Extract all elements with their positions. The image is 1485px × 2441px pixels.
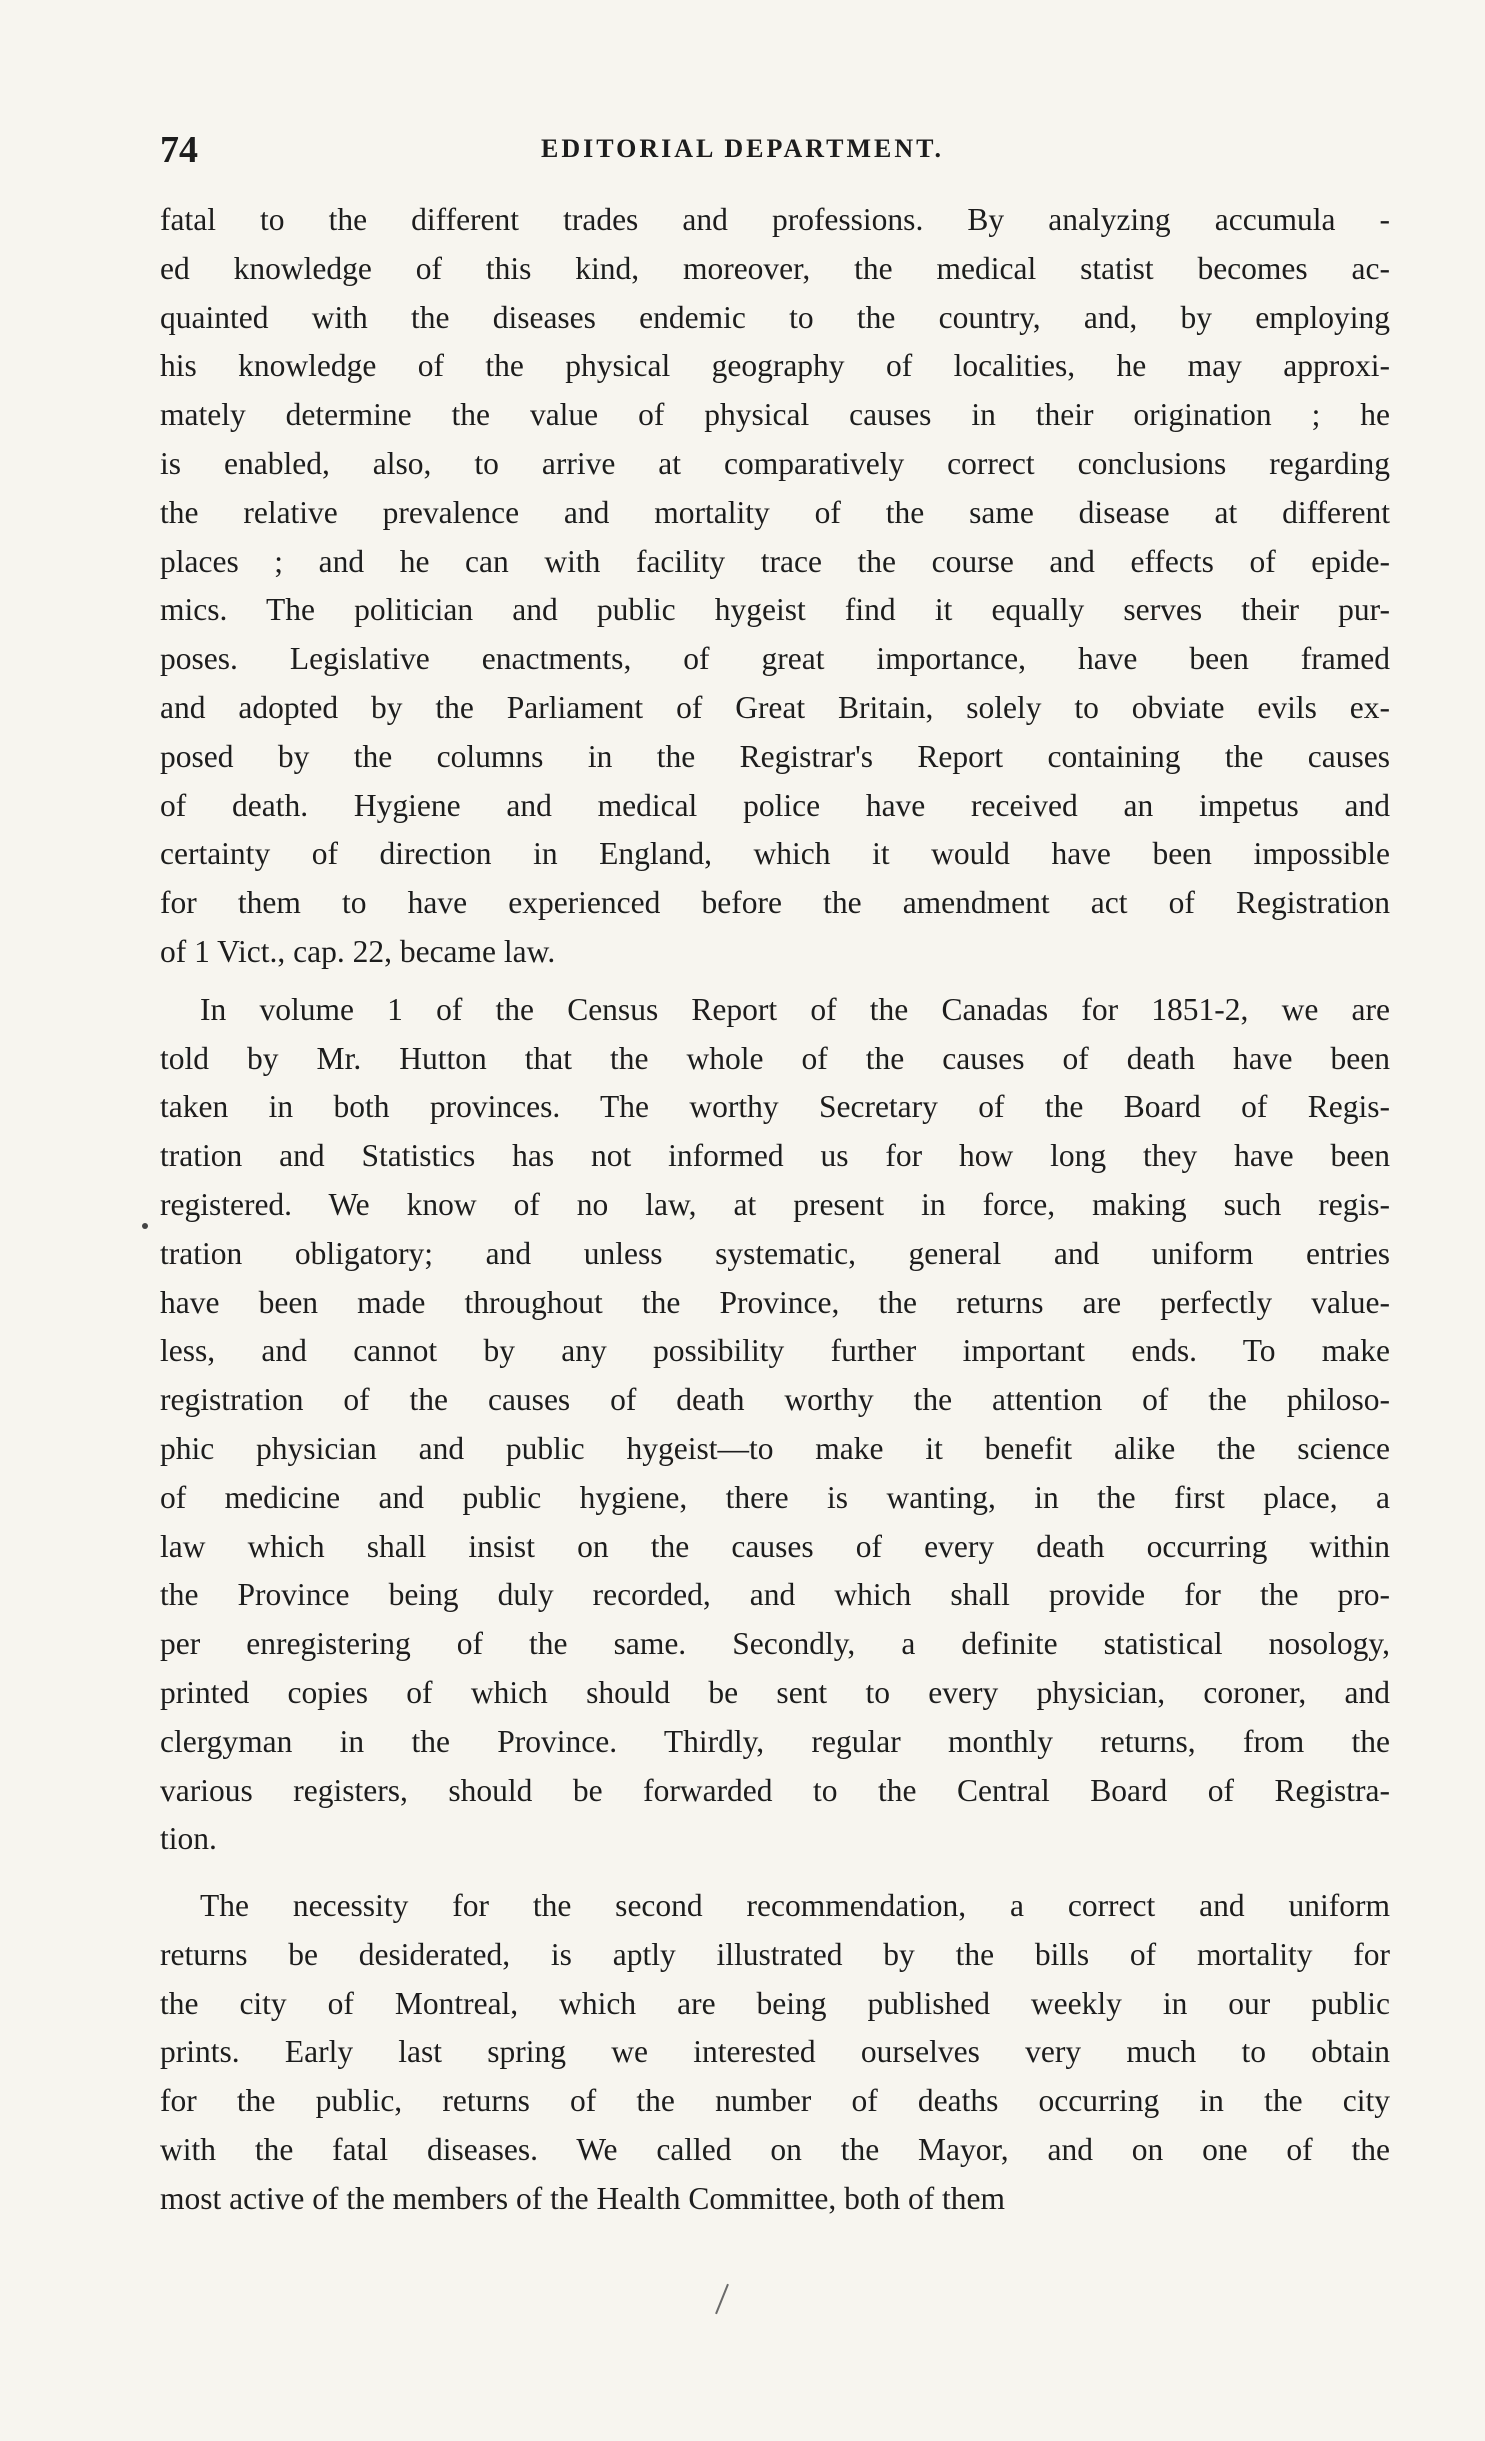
text-line: The necessity for the second recommendation, a correct and uniform (200, 1888, 1390, 1924)
text-line: registration of the causes of death worthy the attention of the philoso- (160, 1382, 1390, 1418)
text-line: law which shall insist on the causes of every death occurring within (160, 1528, 1390, 1564)
text-line: mics. The politician and public hygeist find it equally serves their pur- (160, 592, 1390, 628)
paragraph-1 (160, 196, 1390, 977)
text-line: quainted with the diseases endemic to the country, and, by employing (160, 299, 1390, 335)
text-line: fatal to the different trades and professions. By analyzing accumula - (160, 202, 1390, 237)
text-line: with the fatal diseases. We called on the Mayor, and on one of the (160, 2132, 1390, 2168)
text-line: mately determine the value of physical causes in their origination ; he (160, 397, 1390, 433)
text-line: returns be desiderated, is aptly illustrated by the bills of mortality for (160, 1936, 1390, 1972)
text-line: various registers, should be forwarded to the Central Board of Registra- (160, 1772, 1390, 1808)
text-line: phic physician and public hygeist—to make it benefit alike the science (160, 1430, 1390, 1466)
text-line: per enregistering of the same. Secondly, a definite statistical nosology, (160, 1626, 1390, 1662)
text-line: prints. Early last spring we interested ourselves very much to obtain (160, 2034, 1390, 2070)
text-line: clergyman in the Province. Thirdly, regular monthly returns, from the (160, 1723, 1390, 1759)
text-line: of 1 Vict., cap. 22, became law. (160, 933, 556, 969)
text-line: In volume 1 of the Census Report of the Canadas for 1851-2, we are (200, 991, 1390, 1027)
footer-stroke-mark (715, 2284, 729, 2314)
text-line: places ; and he can with facility trace the course and effects of epide- (160, 543, 1390, 579)
text-line: printed copies of which should be sent to every physician, coroner, and (160, 1674, 1390, 1710)
text-line: ed knowledge of this kind, moreover, the medical statist becomes ac- (160, 250, 1390, 286)
text-line: his knowledge of the physical geography of localities, he may approxi- (160, 348, 1390, 384)
text-line: of medicine and public hygiene, there is wanting, in the first place, a (160, 1479, 1390, 1515)
paragraph-2 (160, 986, 1390, 1864)
page-number: 74 (160, 129, 198, 171)
running-head: EDITORIAL DEPARTMENT. (540, 134, 945, 163)
text-line: less, and cannot by any possibility further important ends. To make (160, 1333, 1390, 1369)
text-line: posed by the columns in the Registrar's Report containing the causes (160, 738, 1390, 774)
text-line: most active of the members of the Health Committee, both of them (160, 2180, 1006, 2216)
text-line: the city of Montreal, which are being published weekly in our public (160, 1985, 1390, 2021)
text-line: of death. Hygiene and medical police have received an impetus and (160, 787, 1390, 823)
text-line: taken in both provinces. The worthy Secretary of the Board of Regis- (160, 1089, 1390, 1125)
text-line: the relative prevalence and mortality of the same disease at different (160, 494, 1390, 530)
page-header (160, 128, 1325, 176)
text-line: the Province being duly recorded, and which shall provide for the pro- (160, 1577, 1390, 1613)
text-line: certainty of direction in England, which it would have been impossible (160, 836, 1390, 872)
text-line: registered. We know of no law, at present in force, making such regis- (160, 1186, 1390, 1222)
text-line: tration obligatory; and unless systematic, general and uniform entries (160, 1235, 1390, 1271)
text-line: tration and Statistics has not informed us for how long they have been (160, 1138, 1390, 1174)
margin-mark (142, 1223, 148, 1229)
text-line: is enabled, also, to arrive at comparatively correct conclusions regarding (160, 445, 1390, 481)
text-line: and adopted by the Parliament of Great Britain, solely to obviate evils ex- (160, 689, 1390, 725)
body-text (160, 196, 1390, 2224)
text-line: tion. (160, 1821, 217, 1857)
text-line: poses. Legislative enactments, of great importance, have been framed (160, 641, 1390, 677)
text-line: have been made throughout the Province, the returns are perfectly value- (160, 1284, 1390, 1320)
paragraph-3 (160, 1882, 1390, 2224)
text-line: for them to have experienced before the amendment act of Registration (160, 885, 1390, 921)
text-line: told by Mr. Hutton that the whole of the causes of death have been (160, 1040, 1390, 1076)
text-line: for the public, returns of the number of deaths occurring in the city (160, 2083, 1390, 2119)
